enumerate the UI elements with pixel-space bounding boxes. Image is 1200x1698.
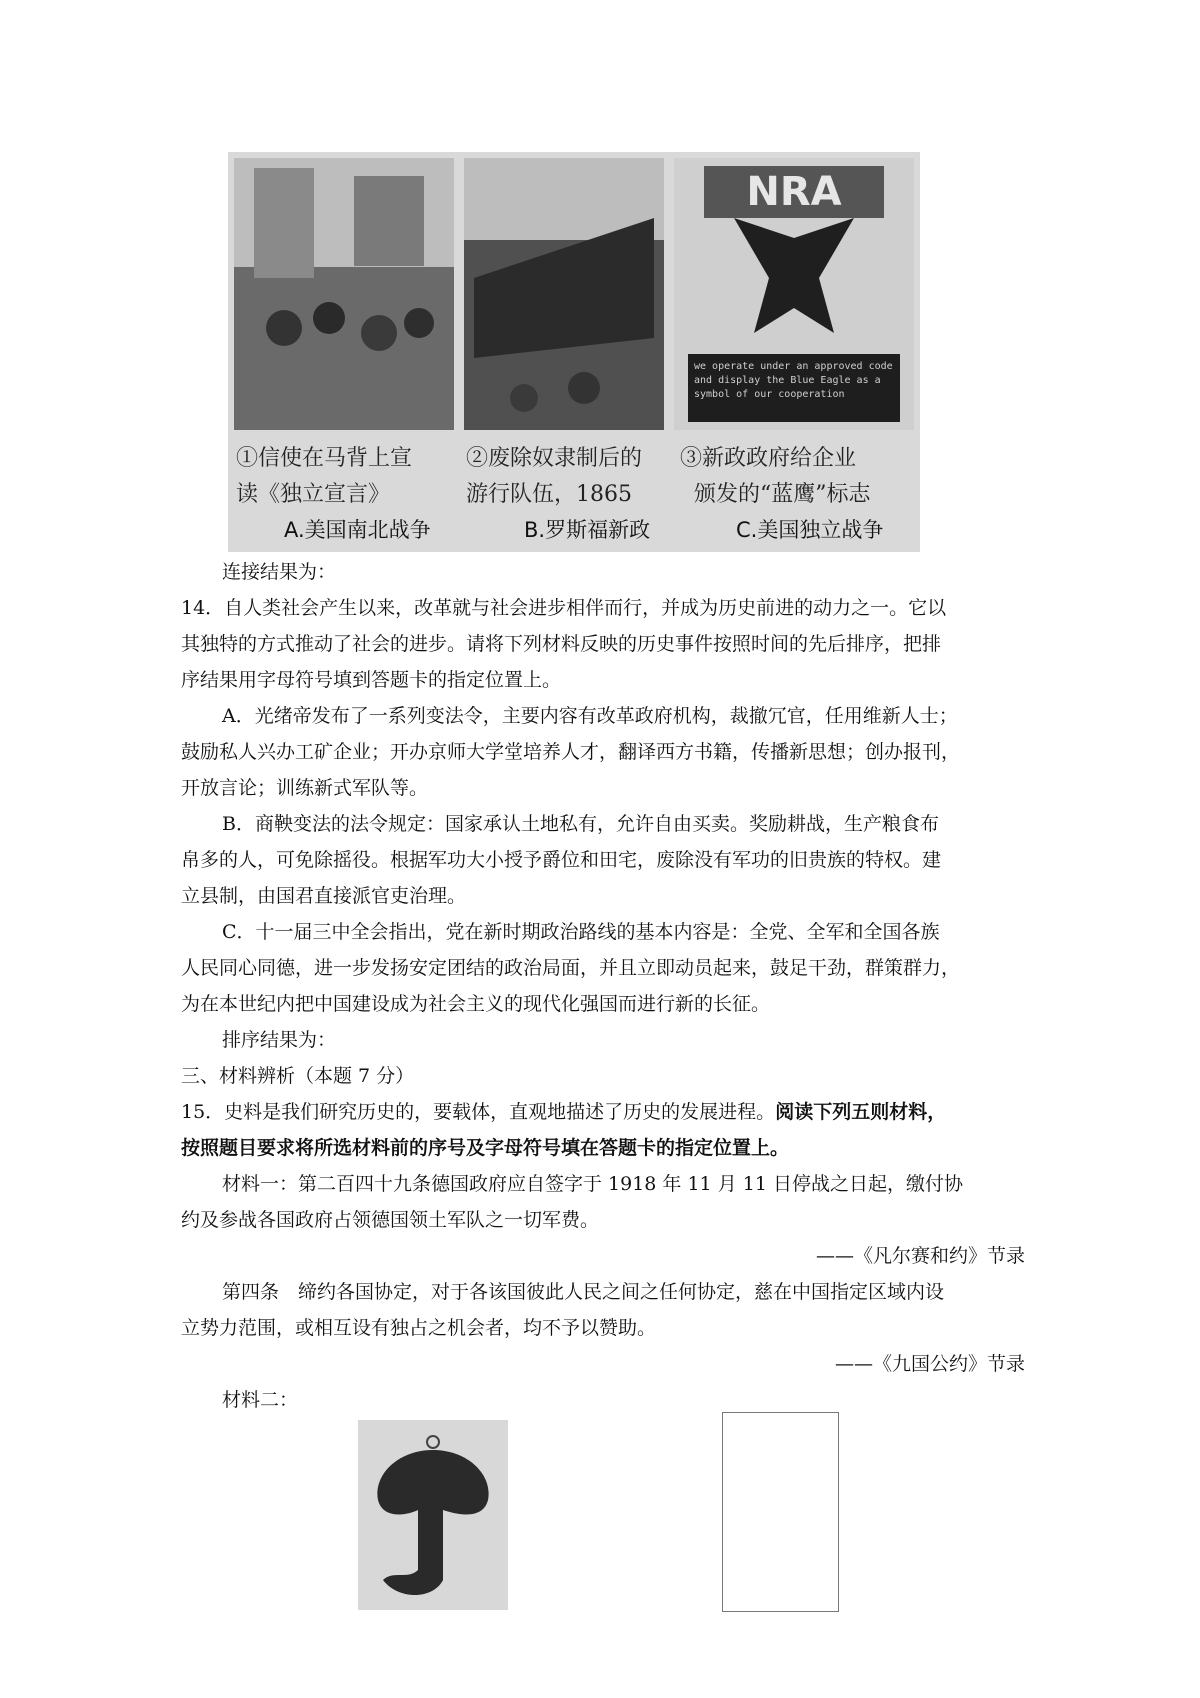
option-a-line2: 鼓励私人兴办工矿企业；开办京师大学堂培养人才，翻译西方书籍，传播新思想；创办报刊， bbox=[181, 741, 961, 763]
q14-line3: 序结果用字母符号填到答题卡的指定位置上。 bbox=[181, 669, 562, 691]
caption-1-line2: 读《独立宣言》 bbox=[236, 482, 391, 507]
eagle-icon bbox=[674, 158, 914, 358]
sort-result-label: 排序结果为： bbox=[222, 1029, 337, 1051]
q15-line1 bbox=[181, 1094, 1025, 1130]
nra-slogan: we operate under an approved code and display the Blue Eagle as a symbol of our cooperation bbox=[688, 354, 900, 422]
caption-2-line1: ②废除奴隶制后的 bbox=[466, 446, 643, 471]
material-1-line2: 约及参战各国政府占领德国领土军队之一切军费。 bbox=[181, 1209, 600, 1231]
q15-line2: 按照题目要求将所选材料前的序号及字母符号填在答题卡的指定位置上。 bbox=[181, 1137, 790, 1159]
option-c-line3: 为在本世纪内把中国建设成为社会主义的现代化强国而进行新的长征。 bbox=[181, 993, 771, 1015]
section-3-heading: 三、材料辨析（本题 7 分） bbox=[181, 1065, 415, 1087]
material-2-label: 材料二： bbox=[222, 1389, 299, 1411]
caption-3-line2: 颁发的“蓝鹰”标志 bbox=[694, 482, 871, 507]
versailles-source: ——《凡尔赛和约》节录 bbox=[815, 1245, 1025, 1267]
q15-line1-text: 15．史料是我们研究历史的，要载体，直观地描述了历史的发展进程。 bbox=[181, 1101, 776, 1123]
article-4-line2: 立势力范围，或相互设有独占之机会者，均不予以赞助。 bbox=[181, 1317, 657, 1339]
option-c-line1: C．十一届三中全会指出，党在新时期政治路线的基本内容是：全党、全军和全国各族 bbox=[222, 921, 940, 943]
caption-2-line2: 游行队伍，1865 bbox=[466, 482, 632, 507]
caption-1-line1: ①信使在马背上宣 bbox=[236, 446, 413, 471]
option-c-line2: 人民同心同德，进一步发扬安定团结的政治局面，并且立即动员起来，鼓足干劲，群策群力， bbox=[181, 957, 961, 979]
material-1-line1: 材料一：第二百四十九条德国政府应自签字于 1918 年 11 月 11 日停战之日起，缴付协 bbox=[222, 1173, 963, 1195]
answer-c: C.美国独立战争 bbox=[736, 518, 884, 542]
option-b-line1: B．商鞅变法的法令规定：国家承认土地私有，允许自由买卖。奖励耕战，生产粮食布 bbox=[222, 813, 939, 835]
history-photo-figure bbox=[228, 152, 920, 552]
option-b-line2: 帛多的人，可免除摇役。根据军功大小授予爵位和田宅，废除没有军功的旧贵族的特权。建 bbox=[181, 849, 942, 871]
answer-b: B.罗斯福新政 bbox=[524, 518, 651, 542]
photo-independence-declaration bbox=[234, 158, 454, 430]
photo-parade-1865 bbox=[464, 158, 664, 430]
caption-3-line1: ③新政政府给企业 bbox=[680, 446, 857, 471]
option-b-line3: 立县制，由国君直接派官吏治理。 bbox=[181, 885, 467, 907]
connect-result-label: 连接结果为： bbox=[222, 561, 337, 583]
q15-line1-bold: 阅读下列五则材料， bbox=[775, 1101, 947, 1123]
q14-line1: 14．自人类社会产生以来，改革就与社会进步相伴而行，并成为历史前进的动力之一。它以 bbox=[181, 597, 947, 619]
option-a-line3: 开放言论；训练新式军队等。 bbox=[181, 777, 429, 799]
nine-power-source: ——《九国公约》节录 bbox=[834, 1353, 1025, 1375]
photo-blue-eagle-poster bbox=[674, 158, 914, 430]
option-a-line1: A．光绪帝发布了一系列变法令，主要内容有改革政府机构，裁撤冗官，任用维新人士； bbox=[222, 705, 958, 727]
nra-logo: NRA bbox=[704, 166, 884, 218]
q14-line2: 其独特的方式推动了社会的进步。请将下列材料反映的历史事件按照时间的先后排序，把排 bbox=[181, 633, 942, 655]
answer-a: A.美国南北战争 bbox=[284, 518, 431, 542]
article-4-line1: 第四条 缔约各国协定，对于各该国彼此人民之间之任何协定，慈在中国指定区域内设 bbox=[222, 1281, 945, 1303]
material-2-image-right bbox=[722, 1412, 839, 1612]
material-2-image-left bbox=[358, 1420, 508, 1610]
